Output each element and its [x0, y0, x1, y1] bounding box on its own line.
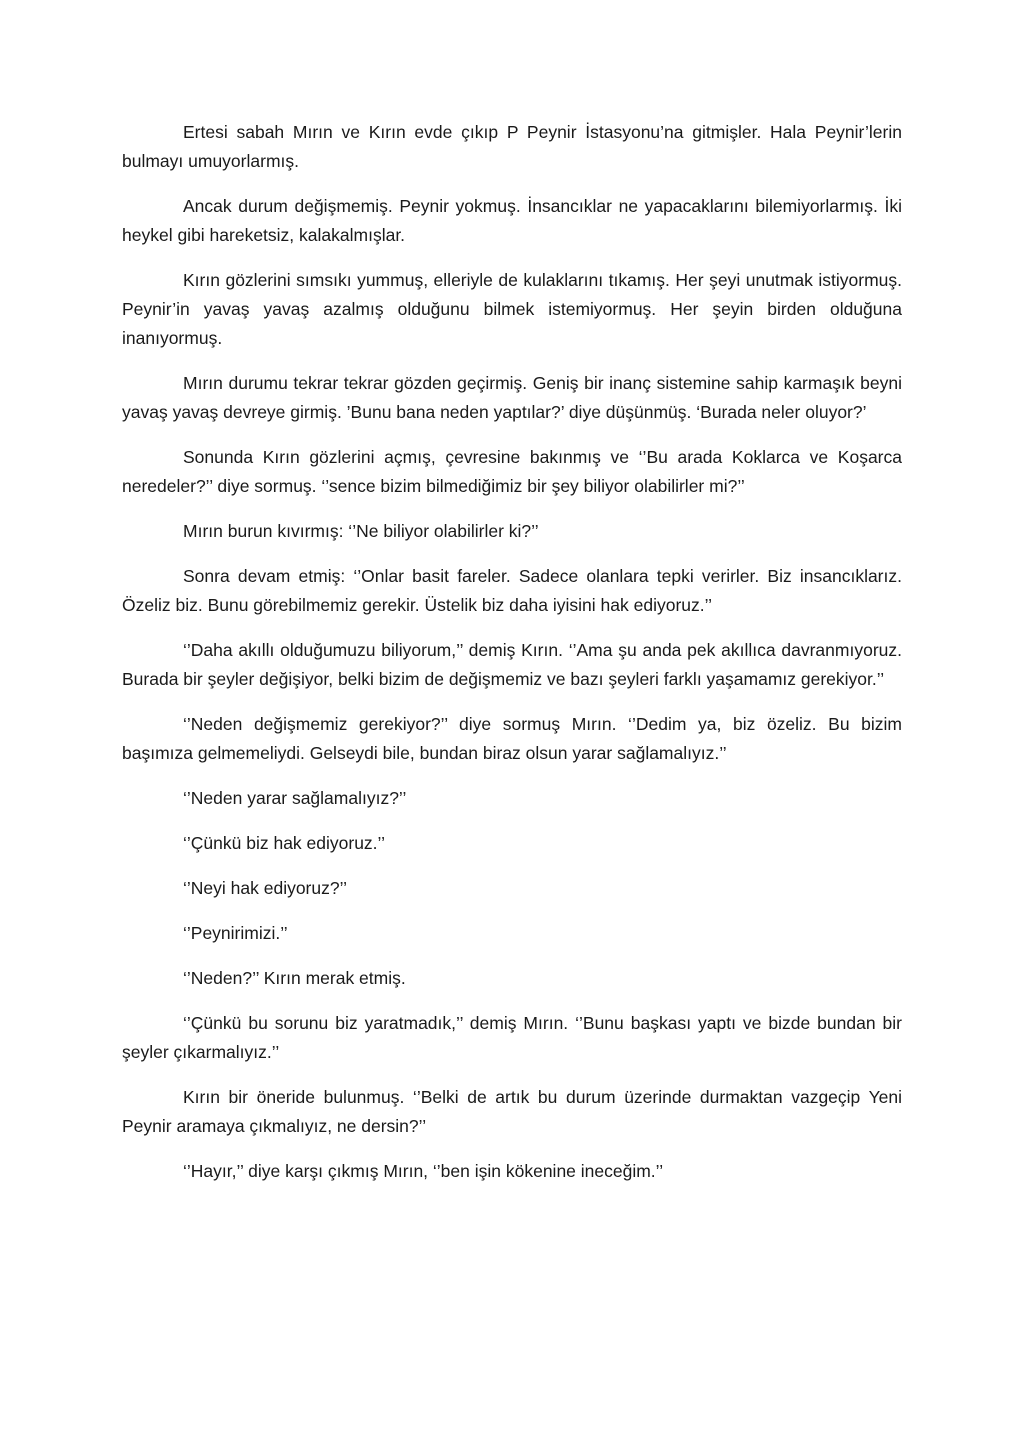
paragraph: Kırın bir öneride bulunmuş. ‘’Belki de artık bu durum üzerinde durmaktan vazgeçip Yeni Peynir aramaya çıkmalıyız, ne dersin?’’ [122, 1087, 902, 1136]
paragraph: Ancak durum değişmemiş. Peynir yokmuş. İnsancıklar ne yapacaklarını bilemiyorlarmış. İki heykel gibi hareketsiz, kalakalmışlar. [122, 196, 902, 245]
paragraph: Sonunda Kırın gözlerini açmış, çevresine bakınmış ve ‘’Bu arada Koklarca ve Koşarca neredeler?’’ diye sormuş. ‘’sence bizim bilmediğimiz bir şey biliyor olabilirler mi?’’ [122, 447, 902, 496]
paragraph: ‘’Çünkü bu sorunu biz yaratmadık,’’ demiş Mırın. ‘’Bunu başkası yaptı ve bizde bundan bir şeyler çıkarmalıyız.’’ [122, 1013, 902, 1062]
paragraph: ‘’Daha akıllı olduğumuzu biliyorum,’’ demiş Kırın. ‘’Ama şu anda pek akıllıca davranmıyoruz. Burada bir şeyler değişiyor, belki bizim de değişmemiz ve bazı şeyleri farklı yaşamamız gerekiyor.’’ [122, 640, 902, 689]
paragraph: ‘’Neden değişmemiz gerekiyor?’’ diye sormuş Mırın. ‘’Dedim ya, biz özeliz. Bu bizim başımıza gelmemeliydi. Gelseydi bile, bundan biraz olsun yarar sağlamalıyız.’’ [122, 714, 902, 763]
paragraph: Kırın gözlerini sımsıkı yummuş, elleriyle de kulaklarını tıkamış. Her şeyi unutmak istiyormuş. Peynir’in yavaş yavaş azalmış olduğunu bilmek istemiyormuş. Her şeyin birden olduğuna inanıyormuş. [122, 270, 902, 348]
paragraph: ‘’Neyi hak ediyoruz?’’ [183, 878, 348, 898]
paragraph: Sonra devam etmiş: ‘’Onlar basit fareler. Sadece olanlara tepki verirler. Biz insancıklarız. Özeliz biz. Bunu görebilmemiz gerekir. Üstelik biz daha iyisini hak ediyoruz.’’ [122, 566, 902, 615]
paragraph: ‘’Neden?’’ Kırın merak etmiş. [183, 968, 406, 988]
paragraph: ‘’Peynirimizi.’’ [183, 923, 288, 943]
paragraph: ‘’Hayır,’’ diye karşı çıkmış Mırın, ‘’ben işin kökenine ineceğim.’’ [183, 1161, 664, 1181]
paragraph: ‘’Çünkü biz hak ediyoruz.’’ [183, 833, 386, 853]
paragraph: Ertesi sabah Mırın ve Kırın evde çıkıp P Peynir İstasyonu’na gitmişler. Hala Peynir’lerin bulmayı umuyorlarmış. [122, 122, 902, 171]
document-body [122, 118, 902, 1202]
paragraph: ‘’Neden yarar sağlamalıyız?’’ [183, 788, 407, 808]
paragraph: Mırın durumu tekrar tekrar gözden geçirmiş. Geniş bir inanç sistemine sahip karmaşık beyni yavaş yavaş devreye girmiş. ’Bunu bana neden yaptılar?’ diye düşünmüş. ‘Burada neler oluyor?’ [122, 373, 902, 422]
paragraph: Mırın burun kıvırmış: ‘’Ne biliyor olabilirler ki?’’ [183, 521, 539, 541]
